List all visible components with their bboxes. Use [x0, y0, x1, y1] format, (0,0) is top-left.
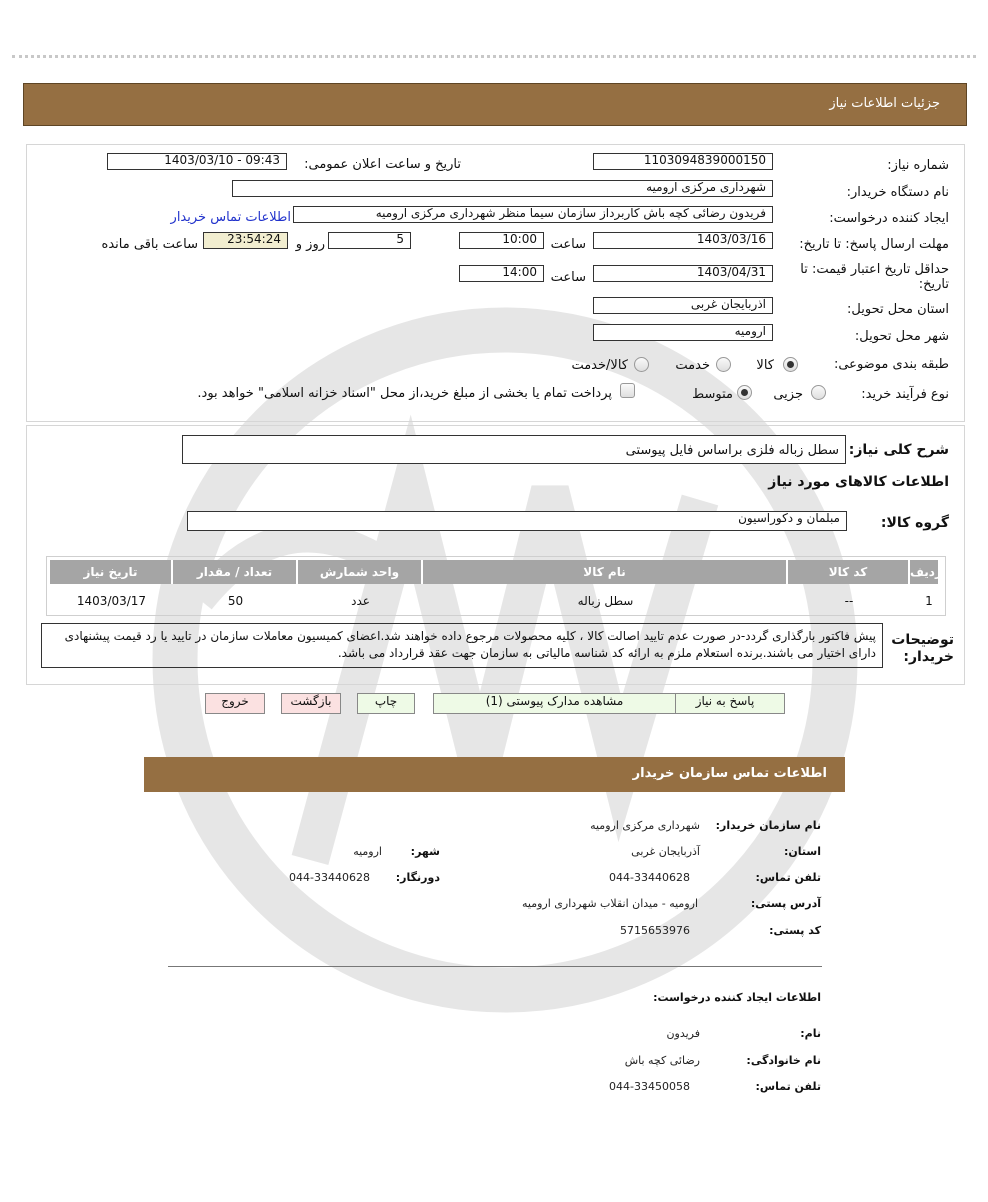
group-field: مبلمان و دکوراسیون	[187, 511, 847, 531]
deadline-time-label: ساعت	[550, 237, 586, 252]
org-fax-label: دورنگار:	[395, 871, 440, 884]
org-address-value: ارومیه - میدان انقلاب شهرداری ارومیه	[522, 897, 698, 910]
table-cell-date: 1403/03/17	[76, 594, 147, 608]
reply-button[interactable]: پاسخ به نیاز	[665, 693, 785, 714]
org-contact-header	[144, 757, 845, 792]
treasury-text: پرداخت تمام یا بخشی از مبلغ خرید،از محل "اسناد خزانه اسلامی" خواهد بود.	[197, 386, 612, 401]
category-radio-both[interactable]	[634, 357, 649, 372]
category-option-both: کالا/خدمت	[571, 358, 628, 373]
summary-label: شرح کلی نیاز:	[848, 442, 949, 458]
org-contact-title: اطلاعات تماس سازمان خریدار	[632, 766, 827, 781]
days-label: روز و	[295, 237, 325, 252]
price-validity-label: حداقل تاریخ اعتبار قیمت: تا تاریخ:	[800, 262, 949, 292]
buyer-org-label: نام دستگاه خریدار:	[846, 185, 949, 200]
need-number-label: شماره نیاز:	[887, 158, 949, 173]
process-option-minor: جزیی	[773, 387, 803, 402]
org-city-label: شهر:	[410, 845, 440, 858]
price-validity-time-field: 14:00	[459, 265, 544, 282]
notes-label: توضیحات خریدار:	[891, 632, 954, 665]
goods-section-title: اطلاعات کالاهای مورد نیاز	[768, 474, 949, 490]
table-cell-code: --	[844, 594, 854, 608]
announce-field: 1403/03/10 - 09:43	[107, 153, 287, 170]
buyer-contact-link[interactable]: اطلاعات تماس خریدار	[170, 210, 291, 225]
col-row-header: ردیف	[910, 560, 940, 584]
requester-family-value: رضائی کچه باش	[624, 1054, 700, 1067]
requester-phone-value: 044-33450058	[609, 1080, 690, 1093]
org-postal-value: 5715653976	[620, 924, 690, 937]
top-dotted-divider	[12, 55, 976, 58]
price-validity-date-field: 1403/04/31	[593, 265, 773, 282]
requester-name-value: فریدون	[666, 1027, 700, 1040]
table-cell-unit: عدد	[351, 594, 370, 608]
col-date-header: تاریخ نیاز	[50, 560, 173, 584]
treasury-checkbox[interactable]	[620, 383, 635, 398]
process-radio-minor[interactable]	[811, 385, 826, 400]
org-phone-label: تلفن تماس:	[755, 871, 821, 884]
requester-name-label: نام:	[800, 1027, 821, 1040]
page-title: جزئیات اطلاعات نیاز	[829, 96, 940, 111]
deadline-date-field: 1403/03/16	[593, 232, 773, 249]
exit-button[interactable]: خروج	[205, 693, 265, 714]
attachments-button[interactable]: مشاهده مدارک پیوستی (1)	[433, 693, 676, 714]
org-province-label: استان:	[784, 845, 821, 858]
city-field: ارومیه	[593, 324, 773, 341]
remaining-label: ساعت باقی مانده	[101, 237, 198, 252]
table-cell-name: سطل زباله	[577, 594, 634, 608]
deadline-label: مهلت ارسال پاسخ: تا تاریخ:	[799, 237, 949, 252]
org-name-label: نام سازمان خریدار:	[715, 819, 821, 832]
announce-label: تاریخ و ساعت اعلان عمومی:	[304, 157, 461, 172]
org-address-label: آدرس پستی:	[750, 897, 821, 910]
summary-field: سطل زباله فلزی براساس فایل پیوستی	[182, 435, 846, 464]
org-name-value: شهرداری مرکزی ارومیه	[590, 819, 700, 832]
table-row: 1	[925, 594, 933, 608]
col-name-header: نام کالا	[423, 560, 788, 584]
org-phone-value: 044-33440628	[609, 871, 690, 884]
process-label: نوع فرآیند خرید:	[861, 387, 949, 402]
col-code-header: کد کالا	[788, 560, 910, 584]
notes-box: پیش فاکتور بارگذاری گردد-در صورت عدم تایید اصالت کالا ، کلیه محصولات مرجوع داده خواهند شد.اعضای کمیسیون معاملات سازمان در تایید یا رد قیمت پیشنهادی دارای اختیار می باشند.برنده استعلام ملزم به ارائه کد شناسه مالیاتی به سازمان جهت عقد قرارداد می باشد.	[41, 623, 883, 668]
creator-label: ایجاد کننده درخواست:	[829, 211, 949, 226]
process-option-medium: متوسط	[692, 387, 733, 402]
requester-title: اطلاعات ایجاد کننده درخواست:	[653, 991, 821, 1004]
group-label: گروه کالا:	[880, 515, 949, 531]
buyer-org-field: شهرداری مرکزی ارومیه	[232, 180, 773, 197]
table-cell-qty: 50	[227, 594, 244, 608]
creator-field: فریدون رضائی کچه باش کاربرداز سازمان سیما منظر شهرداری مرکزی ارومیه	[293, 206, 773, 223]
contact-divider	[168, 966, 822, 967]
org-postal-label: کد پستی:	[769, 924, 821, 937]
details-header	[23, 83, 967, 126]
requester-phone-label: تلفن تماس:	[755, 1080, 821, 1093]
need-number-field: 1103094839000150	[593, 153, 773, 170]
category-radio-service[interactable]	[716, 357, 731, 372]
back-button[interactable]: بازگشت	[281, 693, 341, 714]
category-option-service: خدمت	[675, 358, 710, 373]
category-radio-goods[interactable]	[783, 357, 798, 372]
days-field: 5	[328, 232, 411, 249]
province-field: آذربایجان غربی	[593, 297, 773, 314]
print-button[interactable]: چاپ	[357, 693, 415, 714]
org-province-value: آذربایجان غربی	[631, 845, 700, 858]
category-label: طبقه بندی موضوعی:	[833, 357, 949, 372]
col-unit-header: واحد شمارش	[298, 560, 423, 584]
province-label: استان محل تحویل:	[847, 302, 949, 317]
col-qty-header: تعداد / مقدار	[173, 560, 298, 584]
requester-family-label: نام خانوادگی:	[746, 1054, 821, 1067]
category-option-goods: کالا	[756, 358, 774, 373]
org-fax-value: 044-33440628	[289, 871, 370, 884]
process-radio-medium[interactable]	[737, 385, 752, 400]
price-validity-time-label: ساعت	[550, 270, 586, 285]
remaining-timer: 23:54:24	[203, 232, 288, 249]
deadline-time-field: 10:00	[459, 232, 544, 249]
org-city-value: ارومیه	[353, 845, 382, 858]
city-label: شهر محل تحویل:	[854, 329, 949, 344]
